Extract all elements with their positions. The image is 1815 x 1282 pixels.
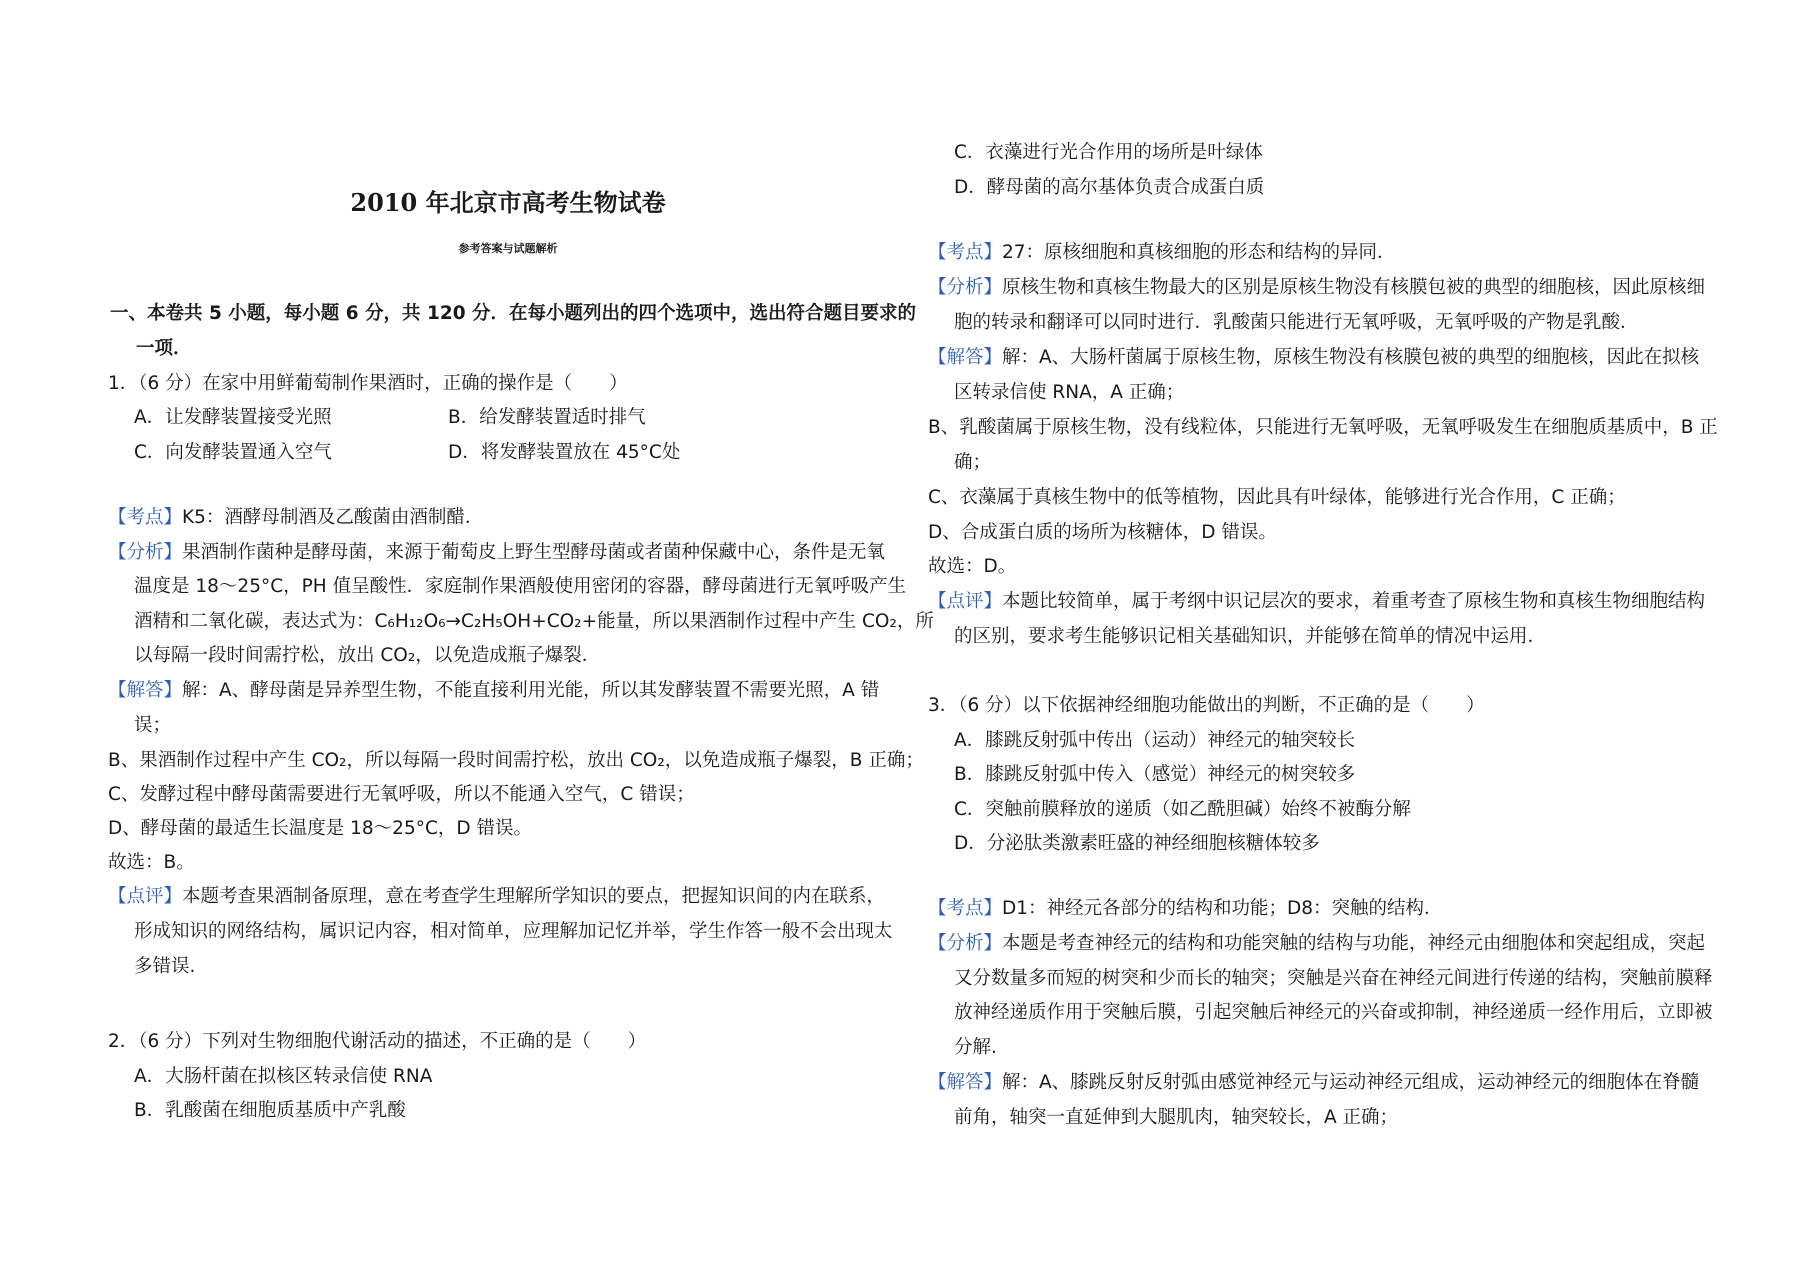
q2-stem: 2．（6 分）下列对生物细胞代谢活动的描述，不正确的是（ ）	[108, 1031, 647, 1052]
q2-jieda-5: C、衣藻属于真核生物中的低等植物，因此具有叶绿体，能够进行光合作用，C 正确；	[928, 487, 1626, 508]
q2-kaodian	[928, 240, 1396, 266]
q1-kaodian-text: K5：酒酵母制酒及乙酸菌由酒制醋．	[182, 507, 484, 528]
q2-dianping-2: 的区别，要求考生能够识记相关基础知识，并能够在简单的情况中运用．	[954, 626, 1547, 647]
q1-dianping-1	[108, 884, 885, 910]
q3-stem: 3．（6 分）以下依据神经细胞功能做出的判断，不正确的是（ ）	[928, 695, 1485, 716]
q1-kaodian	[108, 505, 483, 531]
q3-jieda-text-1: 解：A、膝跳反射反射弧由感觉神经元与运动神经元组成，运动神经元的细胞体在脊髓	[1002, 1072, 1700, 1093]
q1-jieda-4: C、发酵过程中酵母菌需要进行无氧呼吸，所以不能通入空气，C 错误；	[108, 784, 695, 805]
q1-dianping-3: 多错误.	[134, 956, 196, 977]
q2-kaodian-text: 27：原核细胞和真核细胞的形态和结构的异同．	[1002, 242, 1396, 263]
jieda-tag: 【解答】	[928, 347, 1003, 368]
q1-dianping-text-1: 本题考查果酒制备原理，意在考查学生理解所学知识的要点，把握知识间的内在联系，	[182, 886, 886, 907]
q1-fenxi-2: 温度是 18～25°C，PH 值呈酸性．家庭制作果酒般使用密闭的容器，酵母菌进行无氧呼吸产生	[134, 576, 907, 597]
q2-dianping-1	[928, 589, 1705, 615]
q1-fenxi-4: 以每隔一段时间需拧松，放出 CO₂，以免造成瓶子爆裂．	[134, 645, 601, 666]
q1-fenxi-text-1: 果酒制作菌种是酵母菌，来源于葡萄皮上野生型酵母菌或者菌种保藏中心，条件是无氧	[182, 542, 886, 563]
jieda-tag: 【解答】	[928, 1072, 1003, 1093]
q2-jieda-3: B、乳酸菌属于原核生物，没有线粒体，只能进行无氧呼吸，无氧呼吸发生在细胞质基质中，B 正	[928, 417, 1718, 438]
q2-jieda-2: 区转录信使 RNA，A 正确；	[954, 382, 1185, 403]
q3-jieda-2: 前角，轴突一直延伸到大腿肌肉，轴突较长，A 正确；	[954, 1107, 1399, 1128]
fenxi-tag: 【分析】	[928, 933, 1003, 954]
q1-fenxi-3: 酒精和二氧化碳，表达式为：C₆H₁₂O₆→C₂H₅OH+CO₂+能量，所以果酒制作过程中产生 CO₂，所	[134, 611, 934, 632]
q1-dianping-2: 形成知识的网络结构，属识记内容，相对简单，应理解加记忆并举，学生作答一般不会出现太	[134, 921, 893, 942]
page-title: 2010 年北京市高考生物试卷	[350, 188, 666, 217]
q1-fenxi-1	[108, 540, 885, 566]
q1-option-a: A．让发酵装置接受光照	[134, 407, 332, 428]
q3-option-b: B．膝跳反射弧中传入（感觉）神经元的树突较多	[954, 764, 1356, 785]
q1-jieda-5: D、酵母菌的最适生长温度是 18～25°C，D 错误。	[108, 818, 533, 839]
q3-fenxi-4: 分解.	[954, 1037, 997, 1058]
q1-jieda-2: 误；	[134, 715, 172, 736]
q1-option-b: B．给发酵装置适时排气	[448, 407, 646, 428]
q2-jieda-6: D、合成蛋白质的场所为核糖体，D 错误。	[928, 522, 1277, 543]
section-heading-line-1: 一、本卷共 5 小题，每小题 6 分，共 120 分．在每小题列出的四个选项中，选出符合题目要求的	[110, 303, 917, 324]
q3-fenxi-2: 又分数量多而短的树突和少而长的轴突；突触是兴奋在神经元间进行传递的结构，突触前膜释	[954, 968, 1713, 989]
page-subtitle: 参考答案与试题解析	[458, 242, 558, 255]
q3-option-a: A．膝跳反射弧中传出（运动）神经元的轴突较长	[954, 730, 1356, 751]
kaodian-tag: 【考点】	[108, 507, 183, 528]
fenxi-tag: 【分析】	[108, 542, 183, 563]
q3-kaodian	[928, 896, 1443, 922]
q2-jieda-7: 故选：D。	[928, 556, 1017, 577]
q2-dianping-text-1: 本题比较简单，属于考纲中识记层次的要求，着重考查了原核生物和真核生物细胞结构	[1002, 591, 1706, 612]
q2-option-c: C．衣藻进行光合作用的场所是叶绿体	[954, 142, 1263, 163]
q1-jieda-1	[108, 678, 879, 704]
jieda-tag: 【解答】	[108, 680, 183, 701]
q1-jieda-text-1: 解：A、酵母菌是异养型生物，不能直接利用光能，所以其发酵装置不需要光照，A 错	[182, 680, 880, 701]
q3-kaodian-text: D1：神经元各部分的结构和功能；D8：突触的结构．	[1002, 898, 1443, 919]
q1-stem: 1．（6 分）在家中用鲜葡萄制作果酒时，正确的操作是（ ）	[108, 373, 628, 394]
q1-jieda-6: 故选：B。	[108, 852, 195, 873]
section-heading-line-2: 一项．	[136, 338, 192, 359]
kaodian-tag: 【考点】	[928, 898, 1003, 919]
q1-jieda-3: B、果酒制作过程中产生 CO₂，所以每隔一段时间需拧松，放出 CO₂，以免造成瓶子爆裂，B 正确；	[108, 750, 924, 771]
q3-jieda-1	[928, 1070, 1699, 1096]
kaodian-tag: 【考点】	[928, 242, 1003, 263]
dianping-tag: 【点评】	[928, 591, 1003, 612]
q3-option-d: D．分泌肽类激素旺盛的神经细胞核糖体较多	[954, 833, 1320, 854]
q2-fenxi-1	[928, 275, 1705, 301]
q3-option-c: C．突触前膜释放的递质（如乙酰胆碱）始终不被酶分解	[954, 799, 1411, 820]
q2-fenxi-text-1: 原核生物和真核生物最大的区别是原核生物没有核膜包被的典型的细胞核，因此原核细	[1002, 277, 1706, 298]
q2-option-d: D．酵母菌的高尔基体负责合成蛋白质	[954, 177, 1265, 198]
q3-fenxi-1	[928, 931, 1705, 957]
q2-fenxi-2: 胞的转录和翻译可以同时进行．乳酸菌只能进行无氧呼吸，无氧呼吸的产物是乳酸．	[954, 312, 1639, 333]
q2-jieda-text-1: 解：A、大肠杆菌属于原核生物，原核生物没有核膜包被的典型的细胞核，因此在拟核	[1002, 347, 1700, 368]
dianping-tag: 【点评】	[108, 886, 183, 907]
fenxi-tag: 【分析】	[928, 277, 1003, 298]
q2-jieda-1	[928, 345, 1699, 371]
q3-fenxi-text-1: 本题是考查神经元的结构和功能突触的结构与功能，神经元由细胞体和突起组成，突起	[1002, 933, 1706, 954]
q3-fenxi-3: 放神经递质作用于突触后膜，引起突触后神经元的兴奋或抑制，神经递质一经作用后，立即被	[954, 1002, 1713, 1023]
q1-option-c: C．向发酵装置通入空气	[134, 442, 332, 463]
q2-option-a: A．大肠杆菌在拟核区转录信使 RNA	[134, 1066, 433, 1087]
q1-option-d: D．将发酵装置放在 45°C处	[448, 442, 681, 463]
q2-option-b: B．乳酸菌在细胞质基质中产乳酸	[134, 1100, 406, 1121]
q2-jieda-4: 确；	[954, 452, 992, 473]
